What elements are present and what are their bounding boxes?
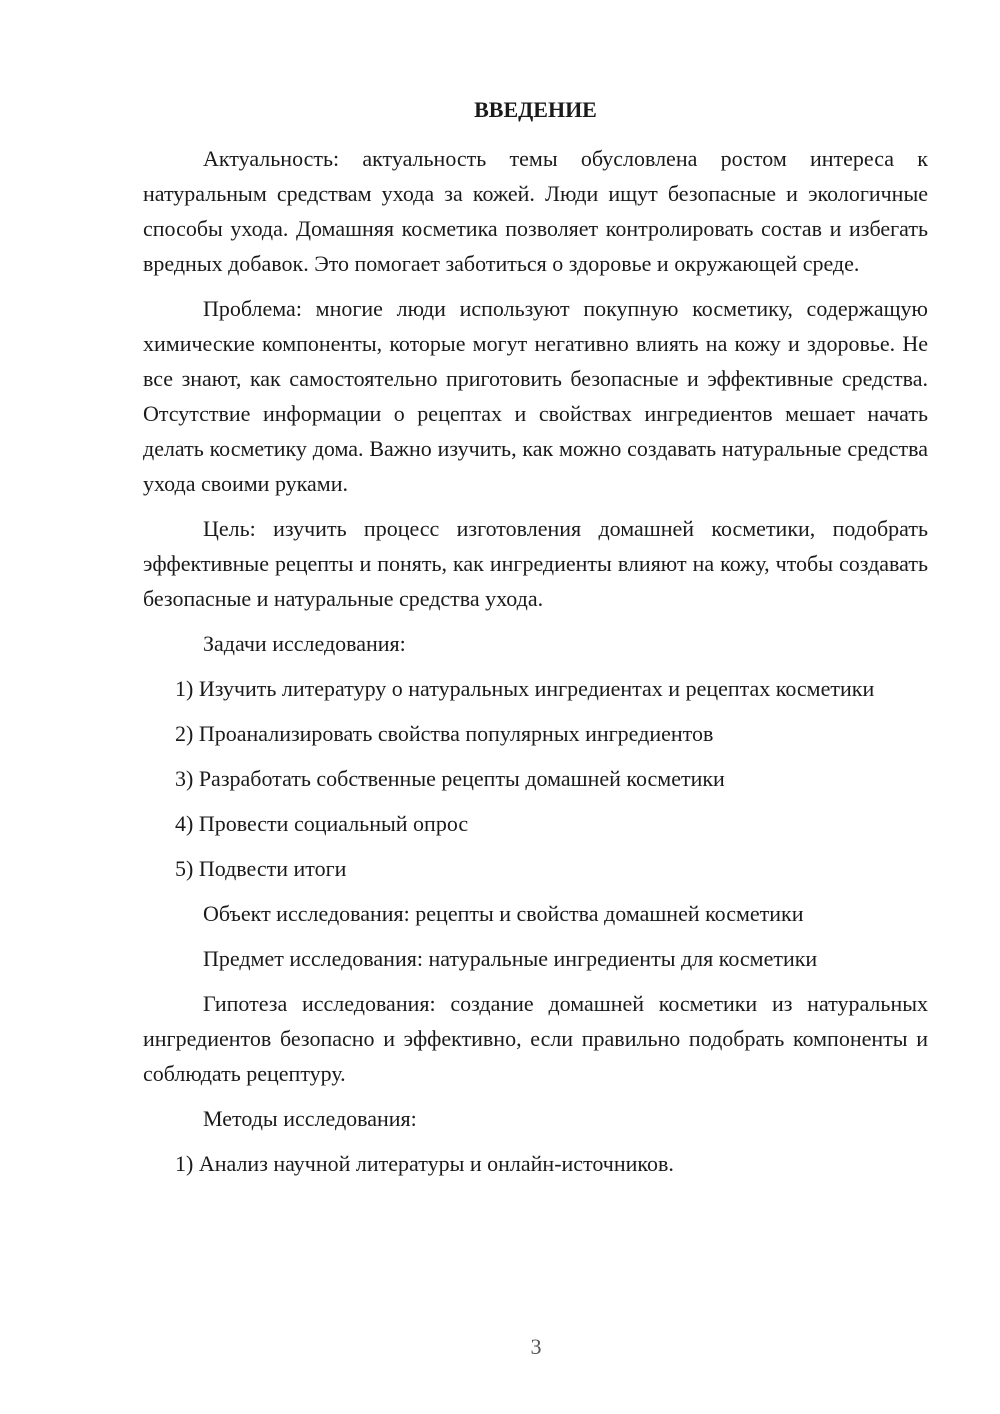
page-number: 3 (530, 1334, 542, 1359)
hypothesis-paragraph: Гипотеза исследования: создание домашней косметики из натуральных ингредиентов безопасно и эффективно, если правильно подобрать компоненты и соблюдать рецептуру. (143, 991, 928, 1086)
problem-paragraph: Проблема: многие люди используют покупную косметику, содержащую химические компоненты, которые могут негативно влиять на кожу и здоровье. Не все знают, как самостоятельно приготовить безопасные и эффективные средства. Отсутствие информации о рецептах и свойствах ингредиентов мешает начать делать косметику дома. Важно изучить, как можно создавать натуральные средства ухода своими руками. (143, 296, 928, 496)
methods-title: Методы исследования: (203, 1106, 417, 1131)
goal-paragraph: Цель: изучить процесс изготовления домашней косметики, подобрать эффективные рецепты и понять, как ингредиенты влияют на кожу, чтобы создавать безопасные и натуральные средства ухода. (143, 516, 928, 611)
method-item-1: 1) Анализ научной литературы и онлайн-источников. (175, 1151, 674, 1176)
research-object: Объект исследования: рецепты и свойства домашней косметики (203, 901, 804, 926)
task-item-2: 2) Проанализировать свойства популярных ингредиентов (175, 721, 714, 746)
task-item-1: 1) Изучить литературу о натуральных ингредиентах и рецептах косметики (175, 676, 875, 701)
section-heading: ВВЕДЕНИЕ (474, 97, 597, 122)
task-item-4: 4) Провести социальный опрос (175, 811, 469, 836)
tasks-title: Задачи исследования: (203, 631, 406, 656)
document-page (143, 92, 928, 1191)
research-subject: Предмет исследования: натуральные ингредиенты для косметики (203, 946, 818, 971)
task-item-3: 3) Разработать собственные рецепты домашней косметики (175, 766, 725, 791)
task-item-5: 5) Подвести итоги (175, 856, 347, 881)
relevance-paragraph: Актуальность: актуальность темы обусловлена ростом интереса к натуральным средствам ухода за кожей. Люди ищут безопасные и экологичные способы ухода. Домашняя косметика позволяет контролировать состав и избегать вредных добавок. Это помогает заботиться о здоровье и окружающей среде. (143, 146, 928, 276)
